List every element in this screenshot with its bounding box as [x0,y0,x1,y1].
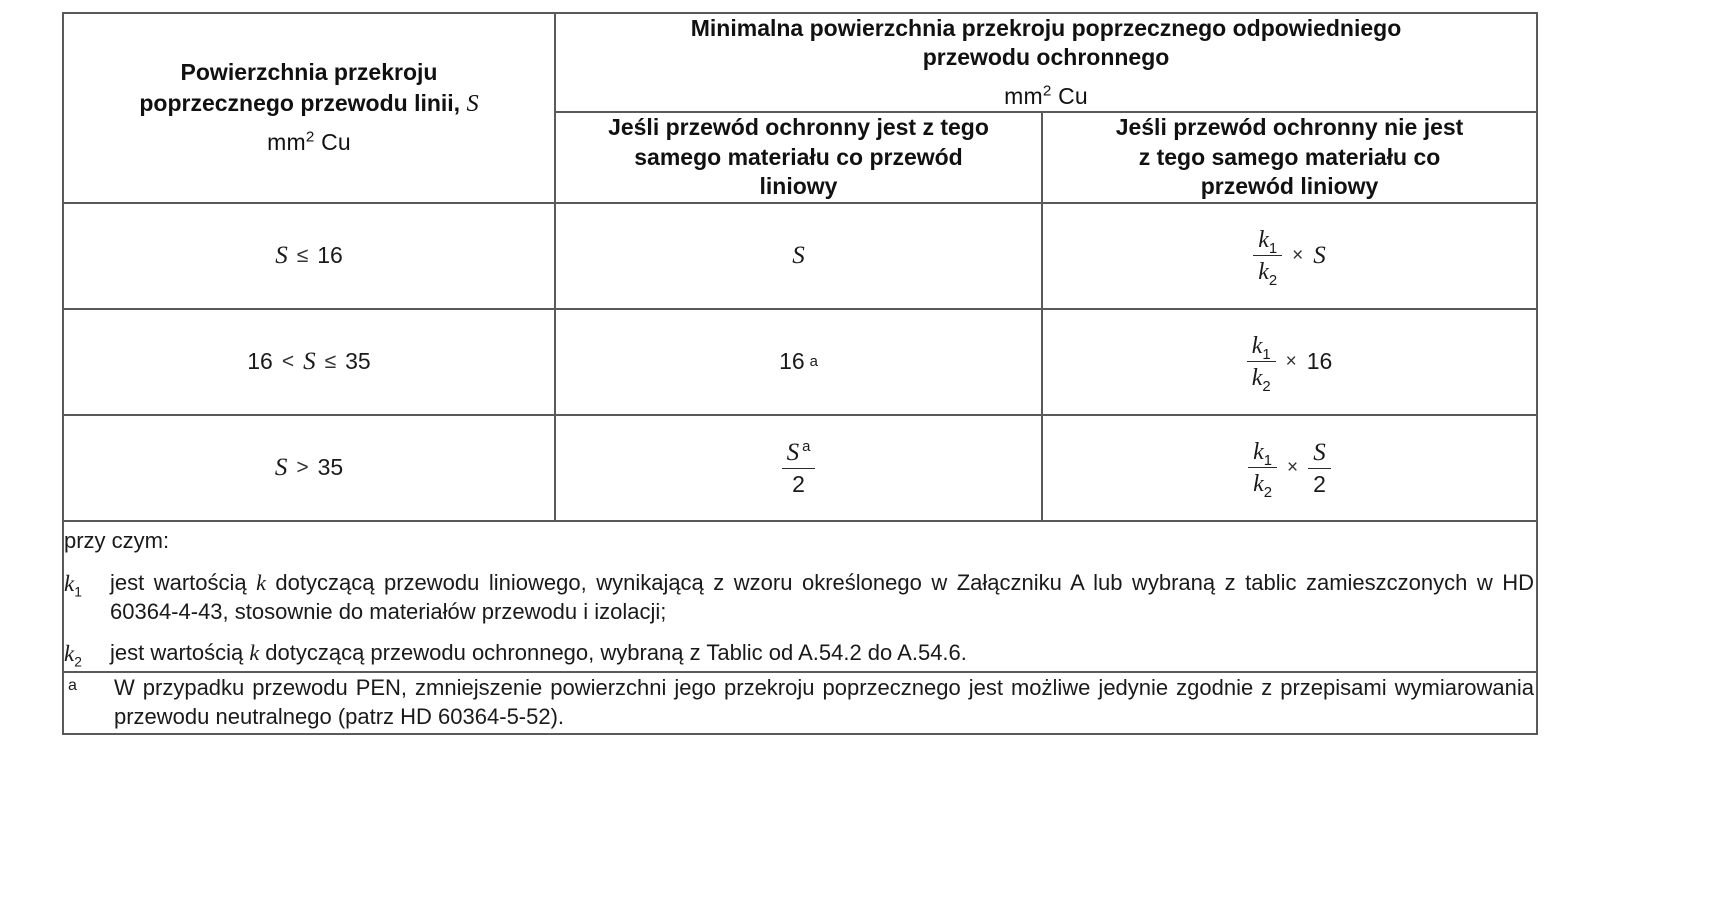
k-letter: k [1251,364,1263,391]
fraction-k1-k2 [1248,438,1277,501]
fraction-denominator [1253,256,1282,289]
footnote-item-a [64,673,1536,731]
formula-different-material [1247,332,1333,395]
upper-bound: 35 [345,348,371,375]
k-letter: k [1253,438,1264,465]
factor: 16 [1306,348,1333,375]
header-col1-symbol: S [466,89,479,117]
fraction-denominator: 2 [1313,470,1326,497]
header-cell-protective-conductor-group [555,13,1537,112]
fraction-numerator [782,440,816,469]
cell-different-material-row3 [1042,415,1537,521]
note-text-before: jest wartością [110,639,250,665]
note-key-k1 [64,568,110,599]
formula-different-material [1248,438,1331,501]
table-footnote-row [63,672,1537,734]
formula-same-material [792,243,805,268]
formula-same-material: 16 a [779,348,818,375]
k-subscript: 2 [1263,484,1273,501]
cell-condition-row2 [63,309,555,415]
header-col1-unit [64,128,554,157]
header-col3-line3: przewód liniowy [1200,173,1379,200]
inline-k-symbol: k [249,639,260,665]
header-cell-same-material [555,112,1042,202]
unit-material: Cu [321,128,351,155]
condition-expression [275,455,343,480]
operator: ≤ [296,244,309,268]
fraction-numerator [1247,334,1276,362]
value: 16 [317,242,343,269]
fraction-numerator: S [1308,440,1331,469]
operator-upper: ≤ [324,350,337,374]
note-body-k1 [110,568,1536,626]
k-subscript: 1 [1263,452,1273,469]
fraction-denominator [1247,362,1276,395]
notes-lead-text: przy czym: [64,527,170,553]
table-row [63,309,1537,415]
value: 16 [779,348,805,375]
table-notes-row [63,521,1537,672]
k-letter: k [1253,470,1264,497]
variable-s: S [792,242,805,270]
note-key-k2 [64,638,110,669]
multiplication-icon: × [1287,457,1299,479]
fraction-numerator [1248,440,1277,468]
table-row [63,415,1537,521]
operator: > [296,456,309,480]
value: 35 [317,454,344,481]
cell-same-material-row2 [555,309,1042,415]
header-cell-different-material [1042,112,1537,202]
header-cell-line-conductor [63,13,555,203]
fraction-k1-k2 [1247,332,1276,395]
variable-s: S [786,438,800,466]
unit-superscript: 2 [1042,82,1052,100]
note-text-after: dotyczącą przewodu ochronnego, wybraną z Tablic od A.54.2 do A.54.6. [259,639,967,665]
unit-base: mm [1004,82,1043,109]
header-group-unit [556,82,1536,111]
k-subscript: 2 [1268,272,1278,289]
k-letter: k [64,570,75,596]
k-letter: k [64,640,75,666]
multiplication-icon: × [1285,351,1297,373]
header-col2-line3: liniowy [759,173,838,200]
standards-table-container [62,12,1536,735]
multiplication-icon: × [1292,245,1304,267]
unit-base: mm [267,128,306,155]
cell-condition-row3 [63,415,555,521]
cell-different-material-row2 [1042,309,1537,415]
operator-lower: < [281,350,295,374]
fraction-k1-k2 [1253,226,1282,289]
footnote-reference-a: a [802,438,811,455]
k-subscript: 1 [74,584,82,600]
note-item-k1 [64,568,1536,626]
unit-material: Cu [1058,82,1088,109]
header-col3-line1: Jeśli przewód ochronny nie jest [1115,114,1464,141]
table-header-row-group [63,13,1537,112]
k-letter: k [1258,258,1269,285]
cell-same-material-row1 [555,203,1042,309]
protective-conductor-table [62,12,1538,735]
factor: S [1313,242,1326,270]
cell-same-material-row3 [555,415,1042,521]
header-group-line2: przewodu ochronnego [922,44,1170,71]
k-subscript: 1 [1262,346,1271,363]
footnote-block [63,672,1537,734]
condition-expression [247,349,370,374]
fraction-numerator [1253,228,1282,256]
fraction-s-over-2 [782,440,816,496]
header-col1-line1: Powierzchnia przekroju [180,59,438,86]
note-body-k2 [110,638,1536,667]
header-col1-line2: poprzecznego przewodu linii, [139,89,461,116]
inline-k-symbol: k [256,569,266,595]
note-text-before: jest wartością [110,569,257,595]
variable-s: S [274,454,288,482]
notes-block [63,521,1537,672]
k-subscript: 1 [1268,240,1278,257]
header-group-line1: Minimalna powierzchnia przekroju poprzecznego odpowiedniego [690,15,1402,41]
k-subscript: 2 [1262,378,1271,395]
k-letter: k [1258,226,1269,253]
cell-different-material-row1 [1042,203,1537,309]
unit-superscript: 2 [305,128,315,146]
header-col2-line2: samego materiału co przewód [634,143,963,170]
formula-same-material [782,440,816,496]
footnote-marker-a: a [68,677,77,695]
variable-s: S [275,242,288,270]
formula-different-material [1253,226,1326,289]
fraction-s-over-2 [1308,440,1331,496]
header-col3-line2: z tego samego materiału co [1138,143,1441,170]
footnote-text-a: W przypadku przewodu PEN, zmniejszenie powierzchni jego przekroju poprzecznego jest możliwe jedynie zgodnie z przepisami wymiarowania przewodu neutralnego (patrz HD 60364-5-52). [114,675,1535,730]
variable-s: S [303,348,316,376]
fraction-denominator: 2 [792,470,805,497]
table-row [63,203,1537,309]
cell-condition-row1 [63,203,555,309]
condition-expression [275,243,343,268]
header-col2-line1: Jeśli przewód ochronny jest z tego [608,114,989,141]
k-subscript: 2 [74,654,82,670]
note-text-after: dotyczącą przewodu liniowego, wynikającą z wzoru określonego w Załączniku A lub wybraną z tablic zamieszczonych w HD 60364-4-43, stosownie do materiałów przewodu i izolacji; [110,569,1535,624]
lower-bound: 16 [247,348,273,375]
fraction-denominator [1248,468,1277,501]
k-letter: k [1251,332,1263,359]
note-item-k2 [64,638,1536,669]
